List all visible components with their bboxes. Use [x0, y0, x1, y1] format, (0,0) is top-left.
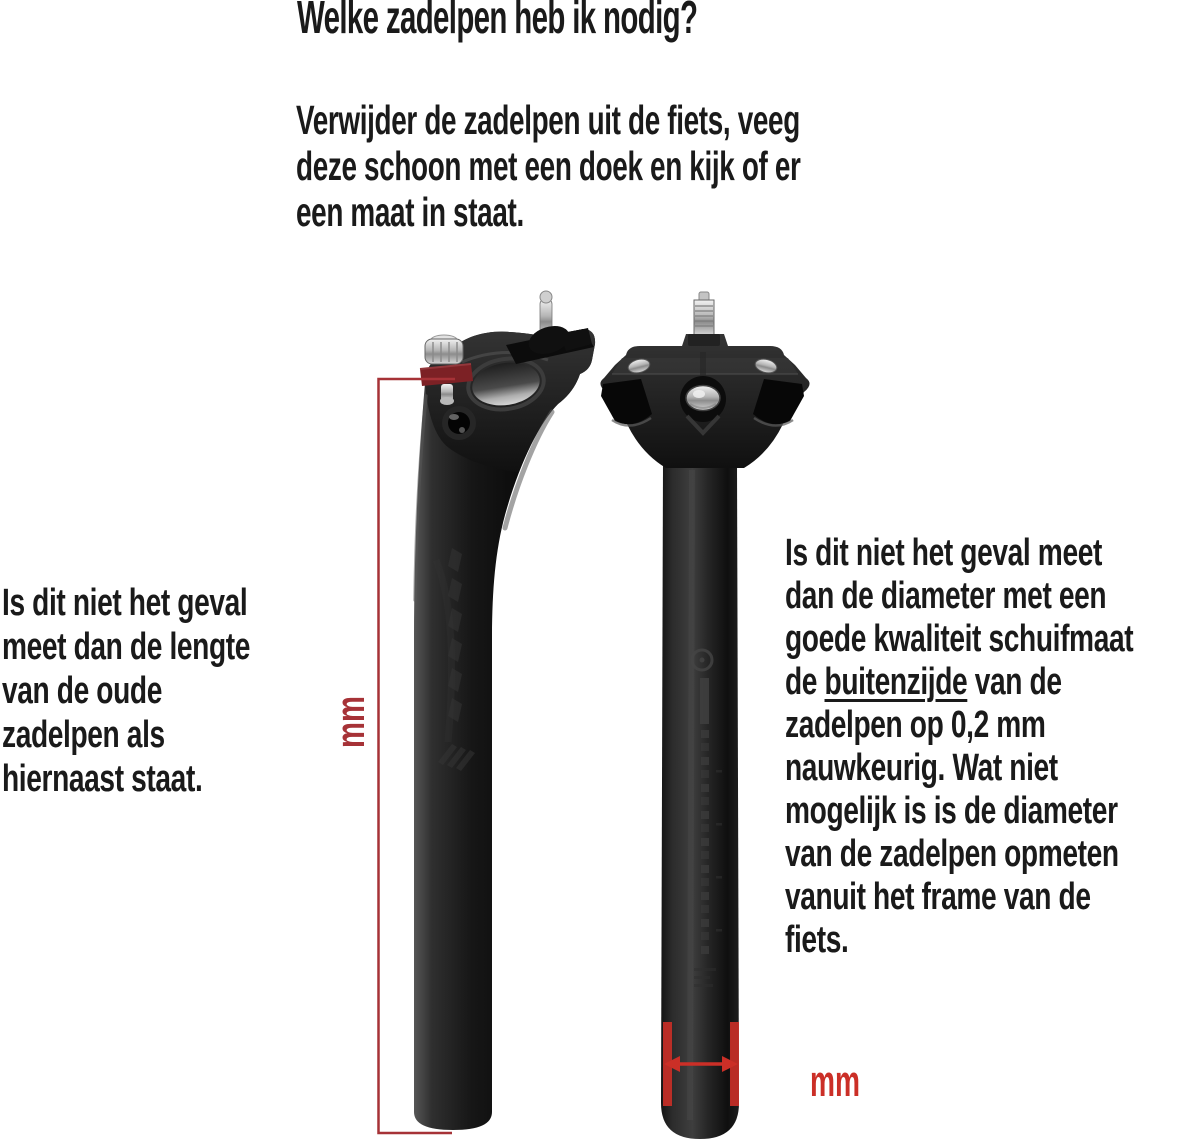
- length-unit-label: mm: [329, 676, 373, 748]
- text-line: van de zadelpen opmeten: [785, 833, 1119, 875]
- text-line: nauwkeurig. Wat niet: [785, 747, 1058, 789]
- text-line: fiets.: [785, 919, 849, 961]
- center-clamp-bolt: [680, 376, 726, 422]
- text-line: zadelpen op 0,2 mm: [785, 704, 1046, 746]
- text-line: mogelijk is is de diameter: [785, 790, 1118, 832]
- clamp-bolt-hole: [442, 406, 476, 440]
- text-line: Is dit niet het geval: [2, 582, 248, 624]
- seatpost-front-view-photo: [600, 292, 809, 1139]
- text-line: een maat in staat.: [296, 189, 524, 235]
- text-line: zadelpen als: [2, 714, 165, 756]
- underlined-word: buitenzijde: [824, 661, 968, 703]
- threaded-stud: [688, 292, 720, 346]
- text-line: van de oude: [2, 670, 163, 712]
- text-line: goede kwaliteit schuifmaat: [785, 618, 1134, 660]
- text-line: de buitenzijde van de: [785, 661, 1062, 703]
- text-line: Verwijder de zadelpen uit de fiets, veeg: [296, 97, 800, 143]
- text-line: deze schoon met een doek en kijk of er: [296, 143, 801, 189]
- seatpost-side-view-photo: [414, 291, 595, 1130]
- page-title: Welke zadelpen heb ik nodig?: [297, 0, 698, 43]
- text-line: hiernaast staat.: [2, 758, 203, 800]
- text-line: dan de diameter met een: [785, 575, 1107, 617]
- text-line: vanuit het frame van de: [785, 876, 1091, 918]
- diameter-unit-label: mm: [810, 1057, 860, 1106]
- text-line: meet dan de lengte: [2, 626, 251, 668]
- text-line: Is dit niet het geval meet: [785, 532, 1102, 574]
- adjuster-bolt: [425, 335, 463, 364]
